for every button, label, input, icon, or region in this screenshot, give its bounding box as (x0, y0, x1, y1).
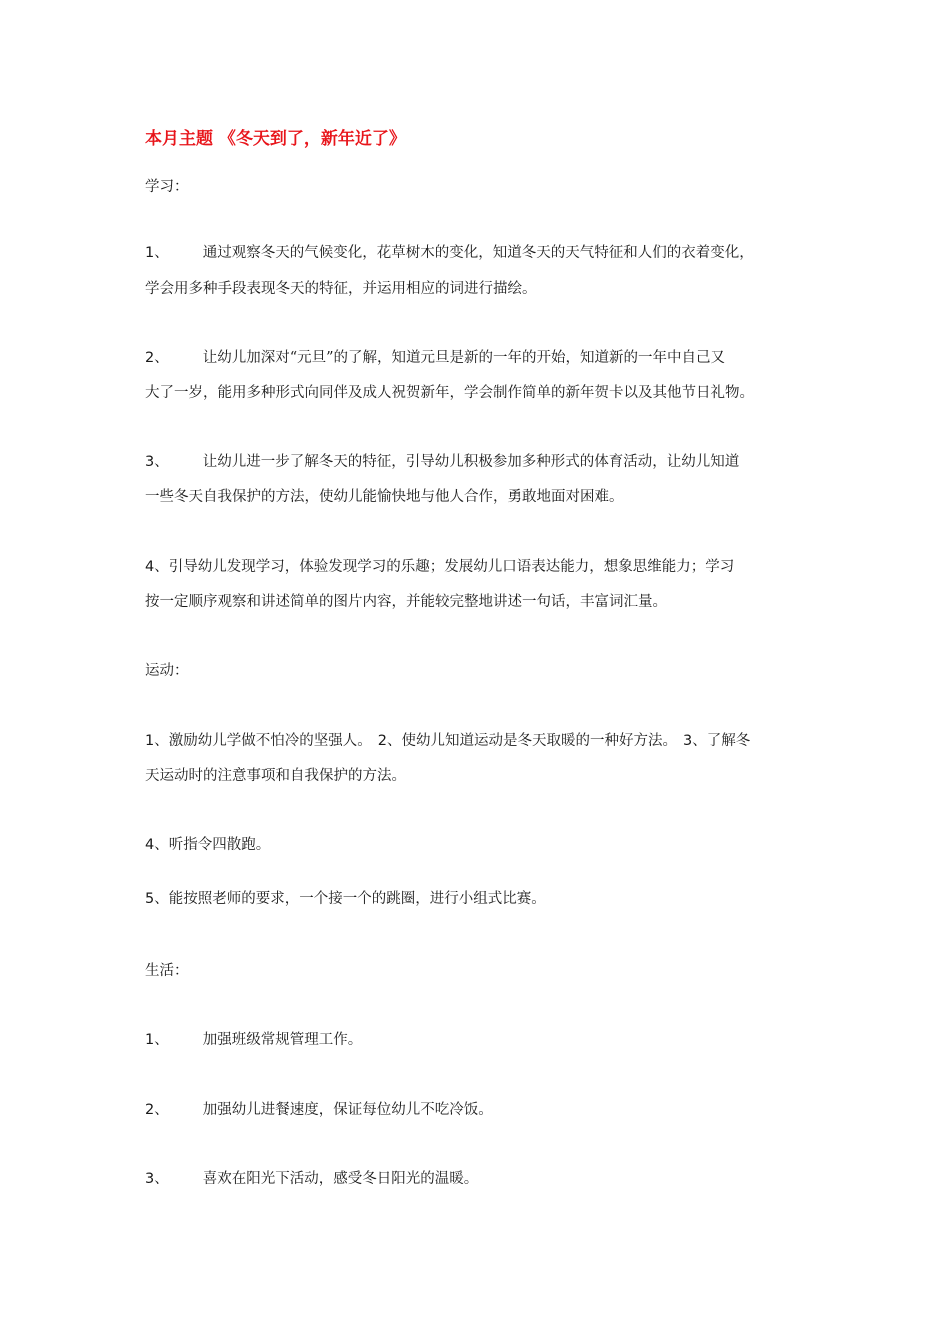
life-item-1-text: 加强班级常规管理工作。 (202, 1032, 363, 1048)
learning-item-2-number: 2、 (145, 350, 169, 366)
learning-item-3-text-1: 让幼儿进一步了解冬天的特征，引导幼儿积极参加多种形式的体育活动，让幼儿知道 (202, 454, 740, 470)
sports-item-4 (145, 835, 270, 855)
learning-item-4-line-2: 按一定顺序观察和讲述简单的图片内容，并能较完整地讲述一句话，丰富词汇量。 (145, 594, 667, 610)
learning-item-3-number: 3、 (145, 454, 169, 470)
life-item-2 (145, 1100, 493, 1120)
learning-item-1-number: 1、 (145, 245, 169, 261)
sports-item-3-number: 3、 (682, 733, 707, 749)
learning-item-2-line-1 (145, 348, 725, 368)
sports-heading: 运动： (145, 663, 189, 679)
life-item-1 (145, 1030, 362, 1050)
learning-item-2-text-1: 让幼儿加深对“元旦”的了解，知道元旦是新的一年的开始，知道新的一年中自己又 (202, 350, 726, 366)
sports-line-2: 天运动时的注意事项和自我保护的方法。 (145, 768, 406, 784)
life-item-2-number: 2、 (145, 1102, 169, 1118)
life-item-1-number: 1、 (145, 1032, 169, 1048)
sports-item-2-number: 2、 (377, 733, 402, 749)
life-item-3-text: 喜欢在阳光下活动，感受冬日阳光的温暖。 (202, 1171, 479, 1187)
life-heading: 生活： (145, 963, 189, 979)
sports-line-1 (145, 731, 750, 751)
sports-item-1-number: 1、 (145, 733, 169, 749)
page-title: 本月主题 《冬天到了，新年近了》 (145, 129, 406, 149)
sports-item-5-number: 5、 (145, 891, 169, 907)
learning-heading: 学习： (145, 179, 189, 195)
sports-item-2-text: 使幼儿知道运动是冬天取暖的一种好方法。 (401, 733, 677, 749)
life-item-2-text: 加强幼儿进餐速度，保证每位幼儿不吃冷饭。 (202, 1102, 493, 1118)
sports-item-4-text: 听指令四散跑。 (168, 837, 271, 853)
sports-item-5-text: 能按照老师的要求，一个接一个的跳圈，进行小组式比赛。 (168, 891, 546, 907)
learning-item-3-line-1 (145, 452, 739, 472)
learning-item-1-line-1 (145, 243, 754, 263)
learning-item-1-line-2: 学会用多种手段表现冬天的特征，并运用相应的词进行描绘。 (145, 281, 537, 297)
sports-item-1-text: 激励幼儿学做不怕冷的坚强人。 (168, 733, 372, 749)
learning-item-2-line-2: 大了一岁，能用多种形式向同伴及成人祝贺新年，学会制作简单的新年贺卡以及其他节日礼物。 (145, 385, 754, 401)
sports-item-3-text-1: 了解冬 (706, 733, 751, 749)
sports-item-5 (145, 889, 546, 909)
learning-item-4-line-1 (145, 557, 734, 577)
learning-item-4-text-1: 引导幼儿发现学习，体验发现学习的乐趣；发展幼儿口语表达能力，想象思维能力；学习 (168, 559, 735, 575)
learning-item-1-text-1: 通过观察冬天的气候变化，花草树木的变化，知道冬天的天气特征和人们的衣着变化， (202, 245, 754, 261)
learning-item-4-number: 4、 (145, 559, 169, 575)
sports-item-4-number: 4、 (145, 837, 169, 853)
life-item-3-number: 3、 (145, 1171, 169, 1187)
learning-item-3-line-2: 一些冬天自我保护的方法，使幼儿能愉快地与他人合作，勇敢地面对困难。 (145, 489, 624, 505)
life-item-3 (145, 1169, 478, 1189)
